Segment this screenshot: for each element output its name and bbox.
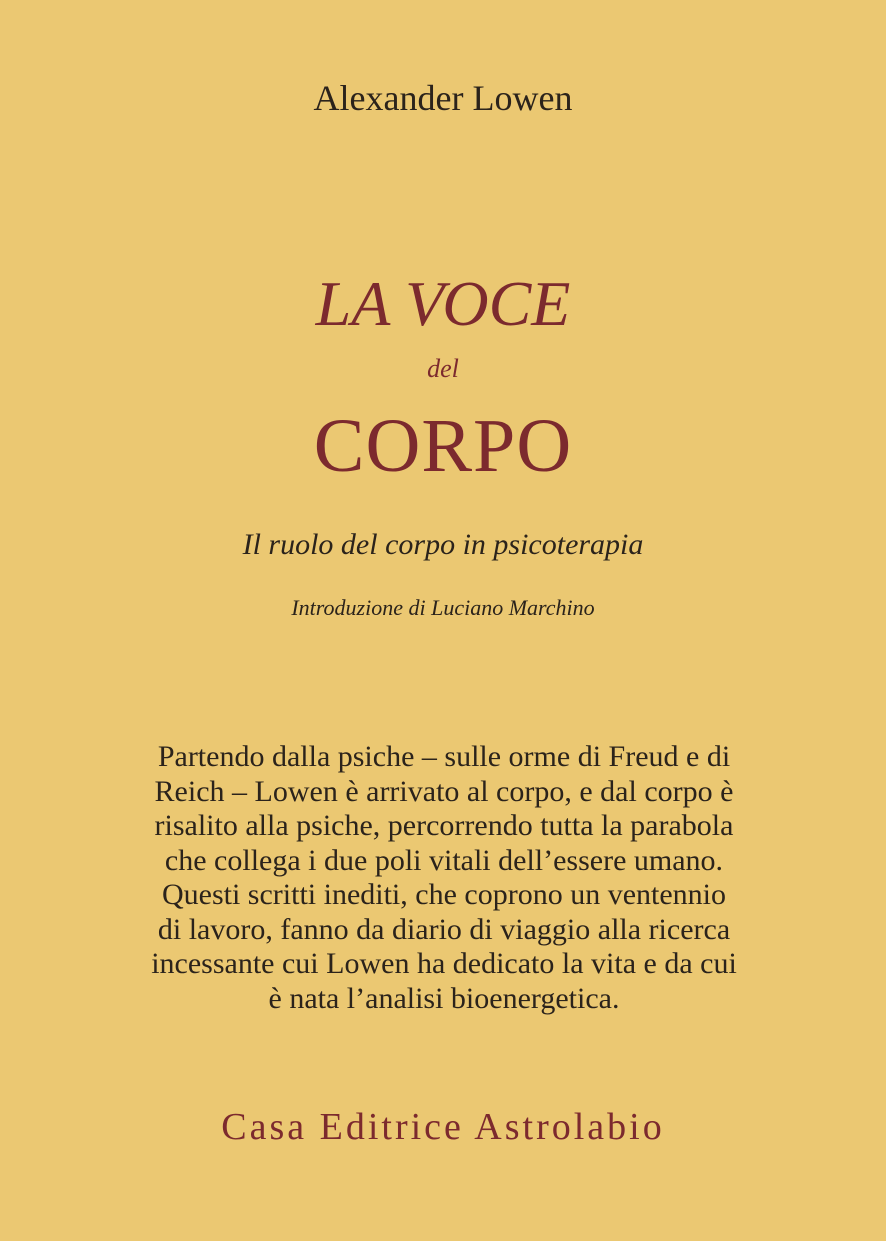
title-line-3: CORPO (313, 404, 573, 488)
blurb-line: di lavoro, fanno da diario di viaggio alla ricerca (157, 912, 731, 946)
author-name: Alexander Lowen (313, 78, 573, 118)
title-line-2: del (427, 354, 459, 383)
introduction-credit: Introduzione di Luciano Marchino (291, 595, 595, 620)
subtitle: Il ruolo del corpo in psicoterapia (242, 528, 644, 561)
blurb-line: Partendo dalla psiche – sulle orme di Freud e di (157, 740, 731, 773)
title-line-1: LA VOCE (315, 268, 571, 339)
blurb-line: Questi scritti inediti, che coprono un ventennio (161, 878, 727, 911)
blurb-line: è nata l’analisi bioenergetica. (268, 981, 620, 1015)
blurb-line: incessante cui Lowen ha dedicato la vita e da cui (151, 947, 737, 980)
blurb-line: Reich – Lowen è arrivato al corpo, e dal corpo è (154, 774, 734, 808)
back-blurb (124, 740, 764, 1016)
blurb-line: che collega i due poli vitali dell’essere umano. (164, 843, 724, 877)
blurb-line: risalito alla psiche, percorrendo tutta la parabola (154, 809, 734, 842)
publisher-name: Casa Editrice Astrolabio (221, 1106, 665, 1148)
